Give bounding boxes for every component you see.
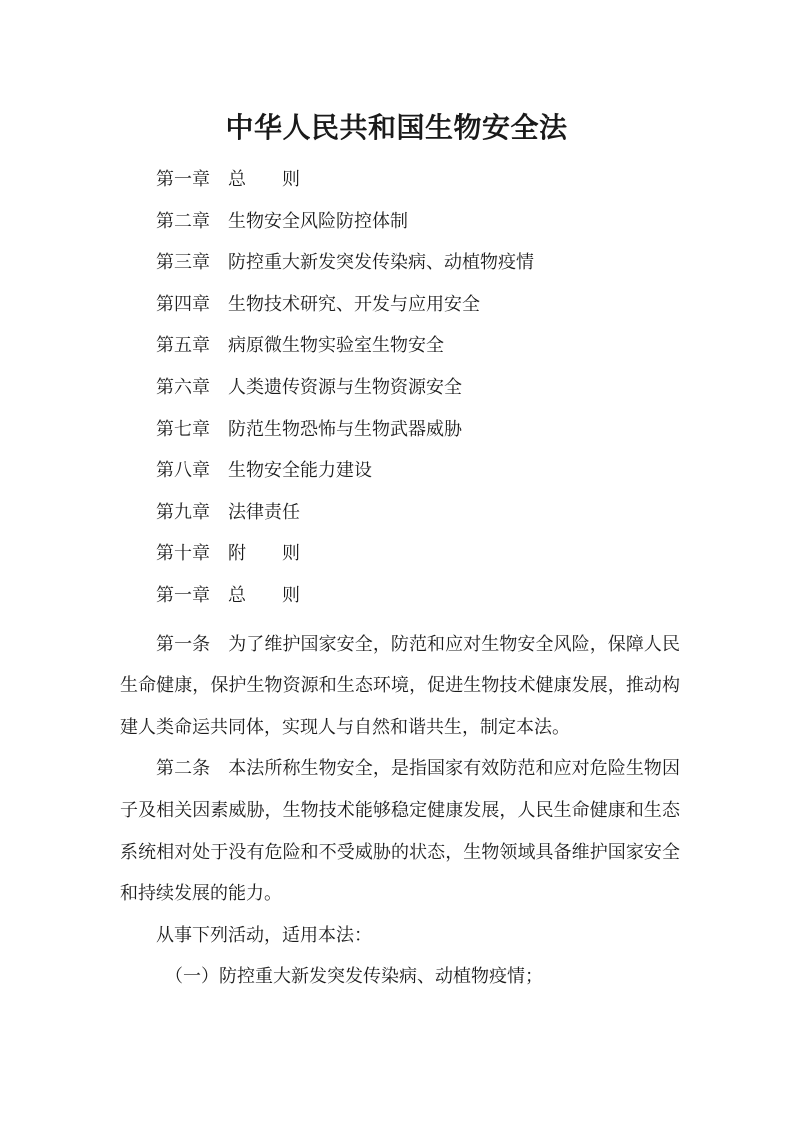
- toc-item: [156, 540, 534, 582]
- scope-intro: 从事下列活动，适用本法：: [156, 924, 372, 946]
- article-paragraph: [120, 748, 680, 914]
- toc-chapter-title: 附 则: [228, 543, 300, 565]
- toc-chapter-title: 生物安全风险防控体制: [228, 210, 408, 232]
- toc-item: [156, 416, 534, 458]
- toc-chapter-title: 防范生物恐怖与生物武器威胁: [228, 418, 462, 440]
- article-label: 第一条: [156, 633, 211, 655]
- toc-chapter-title: 法律责任: [228, 501, 300, 523]
- toc-item: [156, 499, 534, 541]
- toc-chapter-number: 第七章: [156, 418, 210, 440]
- document-body: [120, 582, 680, 998]
- scope-item: （一）防控重大新发突发传染病、动植物疫情；: [165, 966, 543, 988]
- toc-chapter-title: 病原微生物实验室生物安全: [228, 335, 444, 357]
- article-paragraph: [120, 624, 680, 749]
- toc-chapter-number: 第一章: [156, 169, 210, 190]
- toc-chapter-title: 生物技术研究、开发与应用安全: [228, 293, 480, 315]
- toc-chapter-title: 生物安全能力建设: [228, 460, 372, 482]
- table-of-contents: [156, 166, 534, 582]
- toc-chapter-number: 第九章: [156, 501, 210, 523]
- toc-chapter-title: 人类遗传资源与生物资源安全: [228, 376, 462, 398]
- toc-item: [156, 166, 534, 208]
- toc-chapter-number: 第四章: [156, 293, 210, 315]
- chapter-heading: [156, 582, 680, 624]
- document-title: 中华人民共和国生物安全法: [225, 111, 568, 144]
- toc-item: [156, 374, 534, 416]
- toc-item: [156, 208, 534, 250]
- toc-chapter-title: 防控重大新发突发传染病、动植物疫情: [228, 252, 534, 274]
- article-label: 第二条: [156, 758, 211, 780]
- toc-chapter-number: 第十章: [156, 543, 210, 565]
- chapter-title: 总 则: [228, 585, 300, 606]
- article-text: 为了维护国家安全，防范和应对生物安全风险，保障人民生命健康，保护生物资源和生态环境，促进生物技术健康发展，推动构建人类命运共同体，实现人与自然和谐共生，制定本法。: [120, 633, 681, 738]
- toc-chapter-title: 总 则: [228, 169, 300, 190]
- toc-chapter-number: 第八章: [156, 460, 210, 482]
- toc-chapter-number: 第五章: [156, 335, 210, 357]
- article-text: 本法所称生物安全，是指国家有效防范和应对危险生物因子及相关因素威胁，生物技术能够稳定健康发展，人民生命健康和生态系统相对处于没有危险和不受威胁的状态，生物领域具备维护国家安全和持续发展的能力。: [120, 758, 681, 905]
- toc-item: [156, 291, 534, 333]
- chapter-number: 第一章: [156, 585, 210, 606]
- toc-item: [156, 457, 534, 499]
- toc-chapter-number: 第六章: [156, 376, 210, 398]
- toc-item: [156, 249, 534, 291]
- toc-chapter-number: 第三章: [156, 252, 210, 274]
- toc-chapter-number: 第二章: [156, 210, 210, 232]
- toc-item: [156, 332, 534, 374]
